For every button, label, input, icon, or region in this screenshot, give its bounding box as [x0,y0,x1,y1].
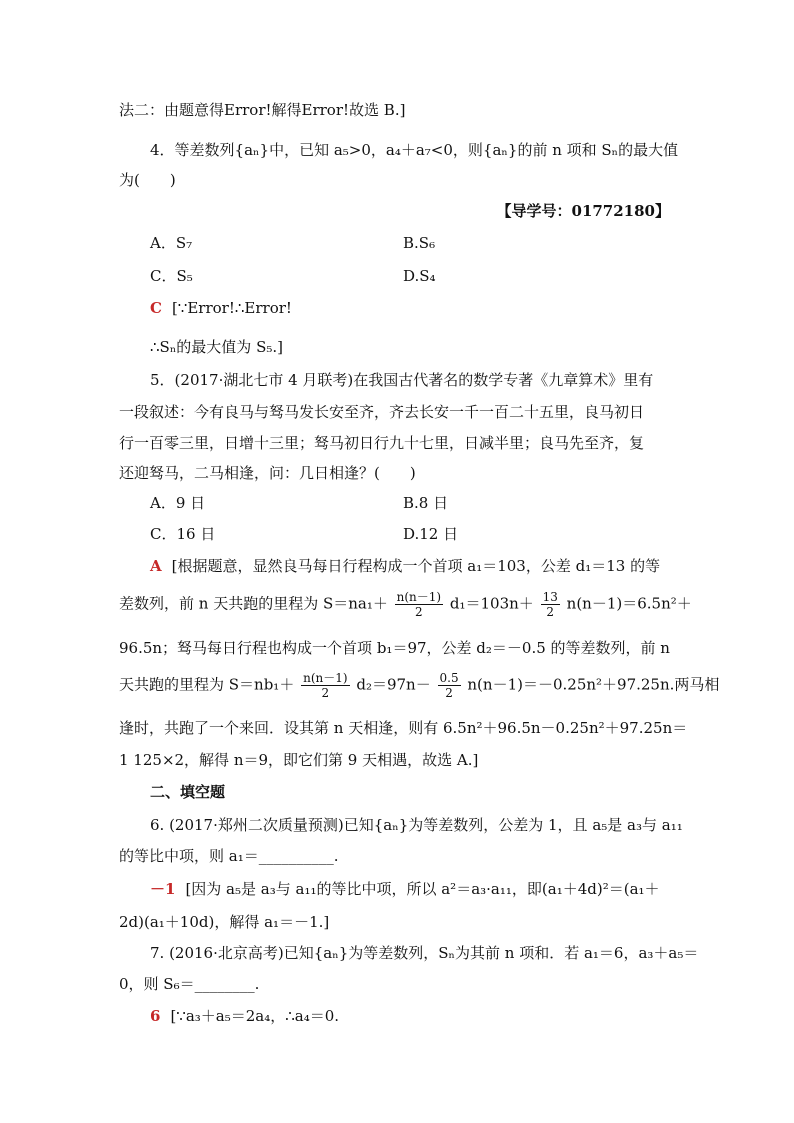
q4-solution-line2: ∴Sₙ的最大值为 S₅.] [150,338,283,356]
q5-solution-text1: [根据题意，显然良马每日行程构成一个首项 a₁＝103，公差 d₁＝13 的等 [171,557,661,575]
q5-solution-line3: 96.5n；驽马每日行程也构成一个首项 b₁＝97，公差 d₂＝－0.5 的等差数列，前 n [119,639,670,657]
q5-sol2-part-a: 差数列，前 n 天共跑的里程为 S＝na₁＋ [119,594,388,613]
q4-option-b: B.S₆ [403,234,436,252]
q4-option-a: A．S₇ [150,234,193,252]
fraction-numerator: n(n－1) [303,671,348,685]
q5-solution-line5: 逢时，共跑了一个来回．设其第 n 天相逢，则有 6.5n²＋96.5n－0.25n²＋97.25n＝ [119,719,688,737]
q4-option-d: D.S₄ [403,267,436,285]
q5-option-b: B.8 日 [403,494,449,512]
fraction-numerator: 0.5 [439,671,459,685]
q5-solution-line6: 1 125×2，解得 n＝9，即它们第 9 天相遇，故选 A.] [119,751,479,769]
fraction-numerator: 13 [542,590,558,604]
q5-stem-line2: 一段叙述：今有良马与驽马发长安至齐，齐去长安一千一百二十五里，良马初日 [119,403,645,421]
q6-solution-text: [因为 a₅是 a₃与 a₁₁的等比中项，所以 a²＝a₃·a₁₁，即(a₁＋4d)²＝(a₁＋ [185,880,660,898]
fraction-13-over-2 [541,590,560,619]
fraction-0-5-over-2 [438,671,461,700]
q5-stem-line1: 5．(2017·湖北七市 4 月联考)在我国古代著名的数学专著《九章算术》里有 [150,371,654,389]
q6-stem-line2: 的等比中项，则 a₁＝__________. [119,847,339,865]
q4-stem-line1: 4．等差数列{aₙ}中，已知 a₅>0，a₄＋a₇<0，则{aₙ}的前 n 项和 Sₙ的最大值 [150,141,679,159]
fraction-n-n-1-over-2 [301,671,349,700]
q6-solution-line1 [150,879,660,899]
q7-stem-line2: 0，则 S₆＝________. [119,975,260,993]
q5-stem-line3: 行一百零三里，日增十三里；驽马初日行九十七里，日减半里；良马先至齐，复 [119,434,645,452]
q4-option-c: C．S₅ [150,267,193,285]
q4-options-row2 [150,266,436,286]
q7-solution-line1 [150,1006,339,1026]
q7-answer: 6 [150,1007,161,1025]
q5-options-row2 [150,524,459,544]
q6-stem-line1: 6. (2017·郑州二次质量预测)已知{aₙ}为等差数列，公差为 1，且 a₅是 a₃与 a₁₁ [150,816,683,834]
q7-stem-line1: 7. (2016·北京高考)已知{aₙ}为等差数列，Sₙ为其前 n 项和．若 a₁＝6，a₃＋a₅＝ [150,944,699,962]
method-two-line: 法二：由题意得Error!解得Error!故选 B.] [119,101,406,119]
q5-sol4-part-b: d₂＝97n－ [356,675,431,694]
fraction-numerator: n(n－1) [396,590,442,604]
q5-answer: A [150,557,162,575]
q5-sol2-part-c: n(n－1)＝6.5n²＋ [566,594,692,613]
fraction-denominator: 2 [321,686,330,700]
q5-sol2-part-b: d₁＝103n＋ [449,594,534,613]
q5-solution-line1 [150,556,660,576]
q7-solution-text: [∵a₃＋a₅＝2a₄，∴a₄＝0. [170,1007,340,1025]
q5-sol4-part-a: 天共跑的里程为 S＝nb₁＋ [119,675,295,694]
q4-reference-number: 【导学号：01772180】 [496,202,670,220]
q6-solution-line2: 2d)(a₁＋10d)，解得 a₁＝－1.] [119,913,330,931]
fraction-denominator: 2 [445,686,453,700]
q5-options-row1 [150,493,449,513]
fraction-n-n-1-over-2 [395,590,443,619]
q5-sol4-part-c: n(n－1)＝－0.25n²＋97.25n.两马相 [467,675,720,694]
fraction-denominator: 2 [546,605,555,619]
fraction-denominator: 2 [415,605,423,619]
q4-solution-text: [∵Error!∴Error! [171,299,292,317]
q4-stem-line2: 为( ) [119,171,176,189]
q4-options-row1 [150,233,436,253]
q4-answer: C [150,299,162,317]
q6-answer: －1 [150,880,176,898]
q4-solution-line1 [150,298,292,318]
q5-option-a: A．9 日 [150,494,206,512]
q5-option-d: D.12 日 [403,525,459,543]
section-heading-fill-in: 二、填空题 [150,783,226,801]
q5-solution-line2 [119,590,692,619]
q5-option-c: C．16 日 [150,525,216,543]
q5-stem-line4: 还迎驽马，二马相逢，问：几日相逢？( ) [119,464,416,482]
q5-solution-line4 [119,671,719,700]
